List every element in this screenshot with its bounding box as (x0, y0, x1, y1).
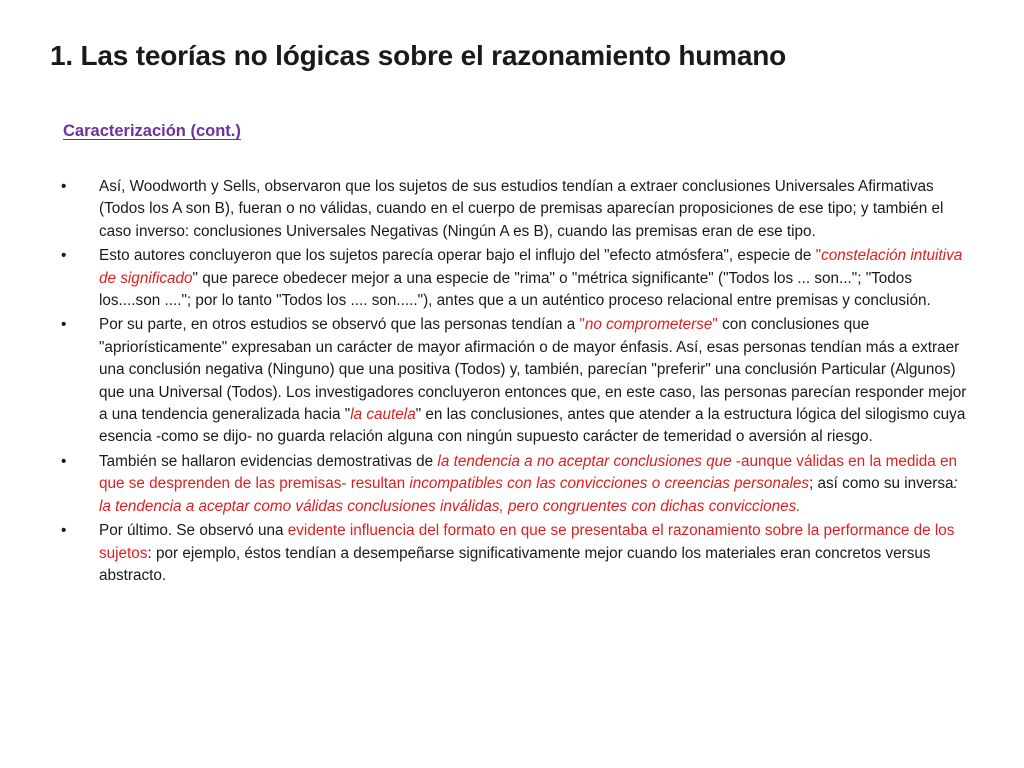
bullet-icon: • (61, 178, 67, 195)
bullet-text-segment: " (579, 316, 585, 334)
bullet-text-segment: no comprometerse (584, 316, 713, 334)
bullet-text-segment: " en las conclusiones, antes que atender a la estructura lógica del silogismo cuya esencia -como se dijo- no guarda relación alguna con ningún supuesto carácter de temeridad o aversión al riesgo. (99, 406, 966, 446)
bullet-text-segment: constelación intuitiva de significado (99, 247, 963, 287)
bullet-text-segment: con conclusiones que "apriorísticamente" expresaban un carácter de mayor afirmación o de mayor énfasis. Así, esas personas tendían más a extraer una conclusión negativa (Ninguno) que una positiva (Todos) y, también, parecían "preferir" una conclusión Particular (Algunos) que una Universal (Todos). Los investigadores concluyeron entonces que, en este caso, las personas parecían responder mejor a una tendencia generalizada hacia " (99, 316, 967, 424)
section-subtitle: Caracterización (cont.) (63, 122, 241, 140)
bullet-text-segment: " que parece obedecer mejor a una especie de "rima" o "métrica significante" ("Todos los ... son..."; "Todos los....son ...."; por lo tanto "Todos los .... son....."), antes que a un auténtico proceso relacional entre premisas y conclusión. (99, 269, 931, 310)
bullet-item (61, 451, 973, 518)
bullet-text-segment: Esto autores concluyeron que los sujetos parecía operar bajo el influjo del "efecto atmósfera", especie de (99, 247, 816, 265)
bullet-text-segment: la tendencia a aceptar como válidas conclusiones inválidas, pero congruentes con dichas convicciones. (99, 497, 801, 515)
bullet-text-segment: incompatibles con las convicciones o creencias personales (409, 475, 810, 493)
bullet-list (61, 176, 973, 589)
slide-title: 1. Las teorías no lógicas sobre el razonamiento humano (50, 40, 787, 71)
bullet-text-segment: Por último. Se observó una (99, 522, 288, 540)
bullet-text-segment: ; así como su inversa (809, 475, 954, 493)
bullet-icon: • (61, 316, 67, 334)
bullet-icon: • (61, 452, 67, 470)
bullet-item (61, 520, 973, 587)
bullet-text-segment: " (712, 316, 718, 334)
bullet-icon: • (61, 522, 67, 540)
bullet-text-segment: También se hallaron evidencias demostrativas de (99, 452, 438, 470)
bullet-item (61, 245, 973, 312)
bullet-text-segment: " (815, 247, 822, 265)
bullet-text-segment: la cautela (350, 406, 416, 424)
bullet-text-segment: Así, Woodworth y Sells, observaron que los sujetos de sus estudios tendían a extraer conclusiones Universales Afirmativas (Todos los A son B), fueran o no válidas, cuando en el cuerpo de premisas aparecían proposiciones de ese tipo; y también el caso inverso: conclusiones Universales Negativas (Ningún A es B), cuando las premisas eran de ese tipo. (99, 178, 944, 240)
bullet-text-segment: la tendencia a no aceptar conclusiones que (437, 452, 732, 470)
bullet-icon: • (61, 247, 67, 265)
bullet-text-segment: : por ejemplo, éstos tendían a desempeñarse significativamente mejor cuando los materiales eran concretos versus abstracto. (99, 544, 931, 584)
bullet-text-segment: evidente influencia del formato en que se presentaba el razonamiento sobre la performance de los sujetos (99, 522, 955, 562)
bullet-item (61, 314, 973, 448)
bullet-item (61, 176, 973, 243)
bullet-text-segment: Por su parte, en otros estudios se observó que las personas tendían a (99, 316, 580, 334)
bullet-text-segment: : (953, 475, 958, 493)
bullet-text-segment: -aunque válidas en la medida en que se desprenden de las premisas- resultan (99, 452, 958, 493)
